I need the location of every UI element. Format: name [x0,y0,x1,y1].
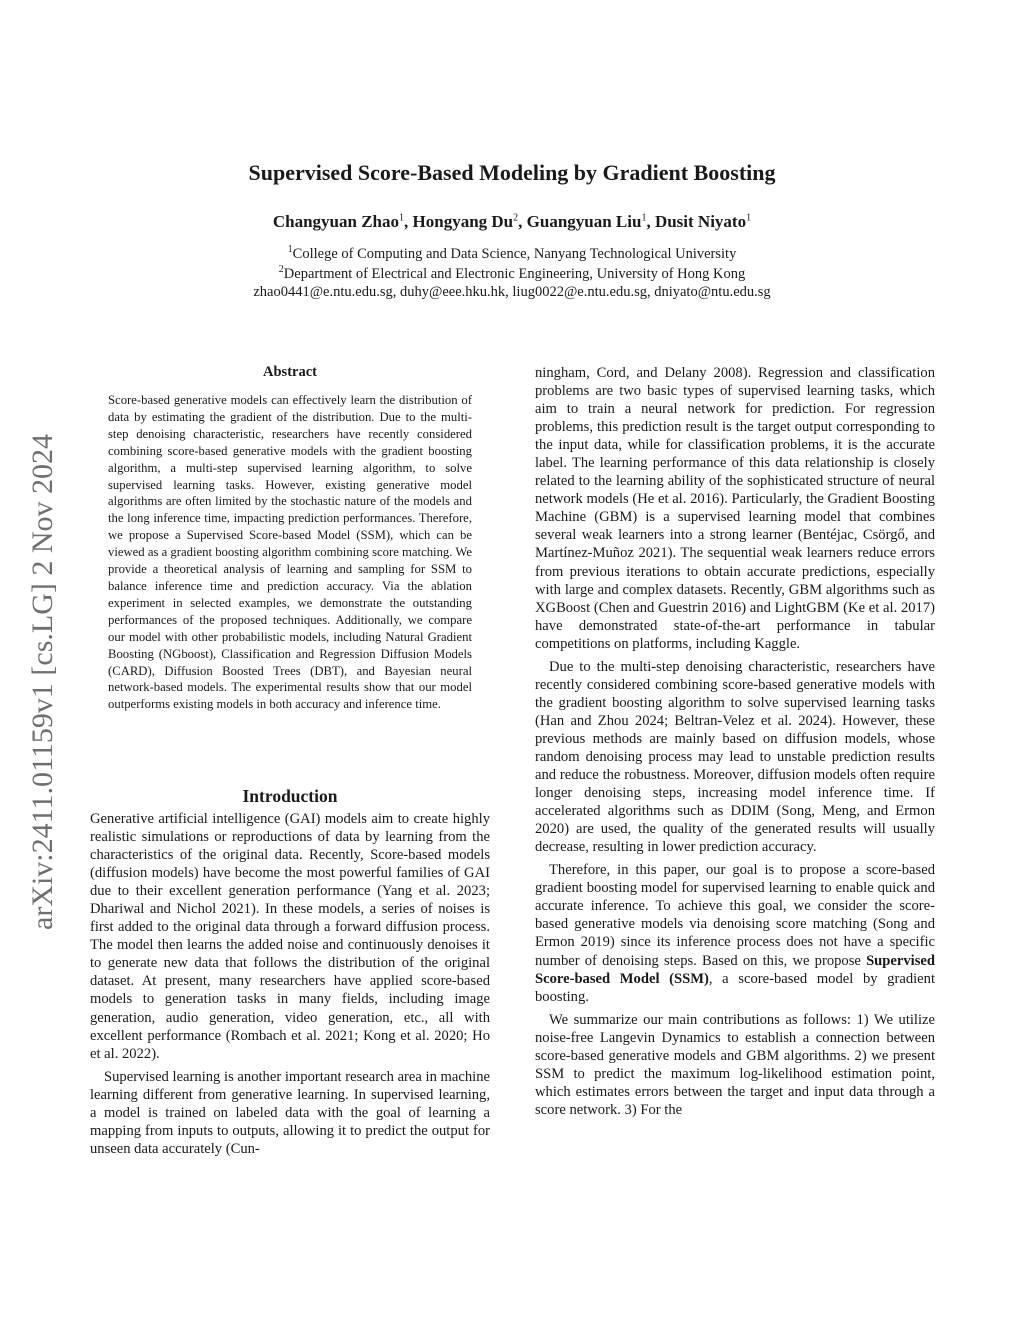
author-emails: zhao0441@e.ntu.edu.sg, duhy@eee.hku.hk, liug0022@e.ntu.edu.sg, dniyato@ntu.edu.sg [253,284,771,300]
author-affiliation-mark: 1 [641,212,647,224]
affiliation-number: 2 [278,264,284,275]
paragraph-text: Therefore, in this paper, our goal is to propose a score-based gradient boosting model for supervised learning to enable quick and accurate inference. To achieve this goal, we consider the score-based generative models via denoising score matching (Song and Ermon 2019) since its inference process does not have a specific number of denoising steps. Based on this, we propose [535,862,935,969]
body-paragraph: We summarize our main contributions as follows: 1) We utilize noise-free Langevin Dynamics to establish a connection between score-based generative models and GBM algorithms. 2) we present SSM to predict the maximum log-likelihood estimation point, which estimates errors between the target and input data through a score network. 3) For the [535,1011,935,1118]
left-column-text [90,810,490,1163]
model-name-bold: Supervised Score-based Model (SSM) [535,952,935,987]
author-affiliation-mark: 1 [746,212,752,224]
body-paragraph: Due to the multi-step denoising characteristic, researchers have recently considered combining score-based generative models with the gradient boosting algorithm to solve supervised learning tasks (Han and Zhou 2024; Beltran-Velez et al. 2024). However, these previous methods are mainly based on diffusion models, whose random denoising process may lead to unstable prediction results and reduce the robustness. Moreover, diffusion models often require longer denoising steps, increasing model inference time. If accelerated algorithms such as DDIM (Song, Meng, and Ermon 2020) are used, the quality of the generated results will usually decrease, resulting in lower prediction accuracy. [535,658,935,856]
body-paragraph [535,861,935,1005]
author-affiliation-mark: 2 [513,212,519,224]
author-name: Hongyang Du [412,212,514,231]
paper-title: Supervised Score-Based Modeling by Gradient Boosting [248,160,776,185]
author-list: Changyuan Zhao$^1$, Hongyang Du$^2$, Guangyuan Liu$^1$, Dusit Niyato$^1$ [272,212,752,231]
affiliation-text: College of Computing and Data Science, Nanyang Technological University [292,245,737,262]
body-paragraph: Supervised learning is another important research area in machine learning different from generative learning. In supervised learning, a model is trained on labeled data with the goal of learning a mapping from inputs to outputs, allowing it to predict the output for unseen data accurately (Cun- [90,1068,490,1157]
author-name: Guangyuan Liu [526,212,642,231]
author-name: Dusit Niyato [654,212,747,231]
author-name: Changyuan Zhao [272,212,400,231]
paragraph-text: , a score-based model by gradient boosting. [535,970,935,1005]
affiliation [0,264,1024,283]
affiliation-number: 1 [287,244,293,255]
body-paragraph: Generative artificial intelligence (GAI) models aim to create highly realistic simulations or reproductions of data by learning from the characteristics of the original data. Recently, Score-based models (diffusion models) have become the most powerful families of GAI due to their excellent generation performance (Yang et al. 2023; Dhariwal and Nichol 2021). In these models, a series of noises is first added to the original data through a forward diffusion process. The model then learns the added noise and continuously denoises it to generate new data that follows the distribution of the original dataset. At present, many researchers have applied score-based models to generation tasks in many fields, including image generation, audio generation, video generation, etc., all with excellent performance (Rombach et al. 2021; Kong et al. 2020; Ho et al. 2022). [90,811,490,1062]
abstract-paragraph: Score-based generative models can effectively learn the distribution of data by estimating the gradient of the distribution. Due to the multi-step denoising characteristic, researchers have recently considered combining score-based generative models with the gradient boosting algorithm, a multi-step supervised learning algorithm, to solve supervised learning tasks. However, existing generative model algorithms are often limited by the stochastic nature of the models and the long inference time, impacting prediction performances. Therefore, we propose a Supervised Score-based Model (SSM), which can be viewed as a gradient boosting algorithm combining score matching. We provide a theoretical analysis of learning and sampling for SSM to balance inference time and prediction accuracy. Via the ablation experiment in selected examples, we demonstrate the outstanding performances of the proposed techniques. Additionally, we compare our model with other probabilistic models, including Natural Gradient Boosting (NGboost), Classification and Regression Diffusion Models (CARD), Diffusion Boosted Trees (DBT), and Bayesian neural network-based models. The experimental results show that our model outperforms existing models in both accuracy and inference time. [108,393,472,712]
right-column-text [535,364,935,1124]
body-paragraph: ningham, Cord, and Delany 2008). Regression and classification problems are two basic types of supervised learning tasks, which aim to train a neural network for prediction. For regression problems, this prediction result is the target output corresponding to the input data, while for classification problems, it is the accurate label. The learning performance of this data relationship is closely related to the learning ability of the sophisticated structure of neural network models (He et al. 2016). Particularly, the Gradient Boosting Machine (GBM) is a supervised learning model that combines several weak learners into a strong learner (Bentéjac, Csörgő, and Martínez-Muñoz 2021). The sequential weak learners reduce errors from previous iterations to obtain accurate predictions, especially with large and complex datasets. Recently, GBM algorithms such as XGBoost (Chen and Guestrin 2016) and LightGBM (Ke et al. 2017) have demonstrated state-of-the-art performance in tabular competitions on platforms, including Kaggle. [535,365,935,652]
arxiv-stamp: arXiv:2411.01159v1 [cs.LG] 2 Nov 2024 [26,433,59,930]
abstract-heading: Abstract [263,364,317,380]
author-affiliation-mark: 1 [399,212,405,224]
affiliation-text: Department of Electrical and Electronic Engineering, University of Hong Kong [283,265,746,282]
introduction-heading: Introduction [242,786,338,806]
affiliation [0,244,1024,263]
abstract-body [108,392,472,713]
